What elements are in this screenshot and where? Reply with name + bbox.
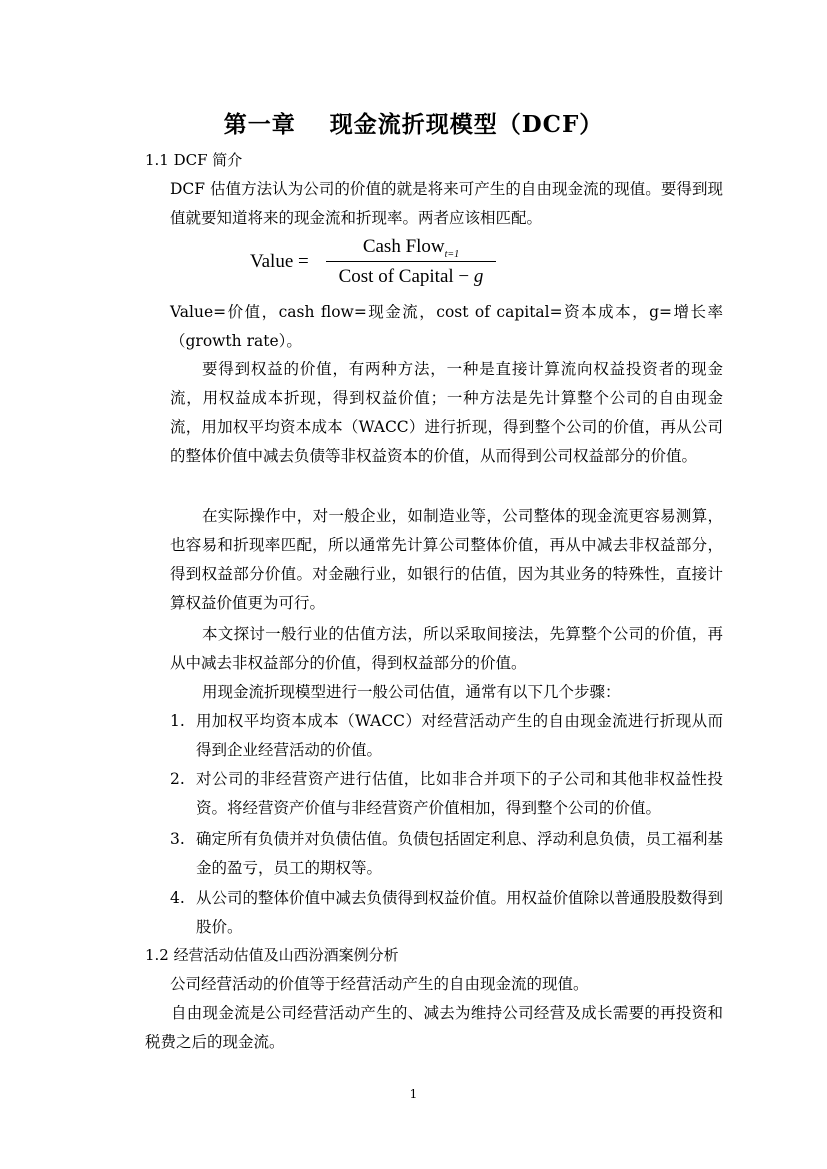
paragraph-scope: 本文探讨一般行业的估值方法，所以采取间接法，先算整个公司的价值，再从中减去非权益部分的价值，得到权益部分的价值。 bbox=[170, 625, 723, 672]
formula-numerator-subscript: t=1 bbox=[444, 248, 460, 260]
formula-growth-var: g bbox=[473, 266, 484, 287]
step-number: 2. bbox=[170, 770, 185, 788]
step-number: 1. bbox=[170, 712, 185, 730]
step-number: 4. bbox=[170, 889, 185, 907]
step-text: 从公司的整体价值中减去负债得到权益价值。用权益价值除以普通股股数得到股价。 bbox=[196, 889, 724, 936]
page-number: 1 bbox=[409, 1087, 418, 1101]
step-text: 用加权平均资本成本（WACC）对经营活动产生的自由现金流进行折现从而得到企业经营活动的价值。 bbox=[196, 712, 723, 759]
section-2-heading: 1.2 经营活动估值及山西汾酒案例分析 bbox=[145, 946, 399, 964]
chapter-number: 第一章 bbox=[223, 111, 296, 138]
definitions-paragraph: Value=价值，cash flow=现金流，cost of capital=资本成本，g=增长率（growth rate）。 bbox=[170, 303, 723, 350]
step-item bbox=[170, 707, 723, 765]
step-item bbox=[170, 765, 723, 823]
formula-lhs: Value = bbox=[250, 251, 309, 272]
section-2-paragraph-1: 公司经营活动的价值等于经营活动产生的自由现金流的现值。 bbox=[170, 975, 589, 993]
chapter-name: 现金流折现模型（DCF） bbox=[329, 111, 604, 138]
value-formula bbox=[250, 234, 510, 294]
step-item bbox=[170, 825, 723, 883]
chapter-title bbox=[0, 106, 827, 139]
paragraph-steps-intro: 用现金流折现模型进行一般公司估值，通常有以下几个步骤： bbox=[202, 683, 621, 701]
paragraph-equity-methods: 要得到权益的价值，有两种方法，一种是直接计算流向权益投资者的现金流，用权益成本折现，得到权益价值；一种方法是先计算整个公司的自由现金流，用加权平均资本成本（WACC）进行折现，得到整个公司的价值，再从公司的整体价值中减去负债等非权益资本的价值，从而得到公司权益部分的价值。 bbox=[170, 360, 723, 465]
paragraph-practice: 在实际操作中，对一般企业，如制造业等，公司整体的现金流更容易测算，也容易和折现率匹配，所以通常先计算公司整体价值，再从中减去非权益部分，得到权益部分价值。对金融行业，如银行的估值，因为其业务的特殊性，直接计算权益价值更为可行。 bbox=[170, 507, 723, 612]
section-1-heading: 1.1 DCF 简介 bbox=[145, 151, 243, 169]
formula-numerator: Cash Flow$_{t=1}$ bbox=[362, 236, 460, 260]
formula-denominator: Cost of Capital − g bbox=[338, 266, 484, 287]
step-text: 确定所有负债并对负债估值。负债包括固定利息、浮动利息负债，员工福利基金的盈亏，员工的期权等。 bbox=[196, 830, 724, 877]
section-2-paragraph-2: 自由现金流是公司经营活动产生的、减去为维持公司经营及成长需要的再投资和税费之后的现金流。 bbox=[145, 1004, 723, 1051]
step-text: 对公司的非经营资产进行估值，比如非合并项下的子公司和其他非权益性投资。将经营资产价值与非经营资产价值相加，得到整个公司的价值。 bbox=[196, 770, 723, 817]
section-1-intro: DCF 估值方法认为公司的价值的就是将来可产生的自由现金流的现值。要得到现值就要知道将来的现金流和折现率。两者应该相匹配。 bbox=[170, 180, 723, 227]
fraction-bar bbox=[326, 261, 496, 262]
formula-fraction bbox=[326, 234, 496, 290]
step-number: 3. bbox=[170, 830, 185, 848]
step-item bbox=[170, 884, 723, 942]
